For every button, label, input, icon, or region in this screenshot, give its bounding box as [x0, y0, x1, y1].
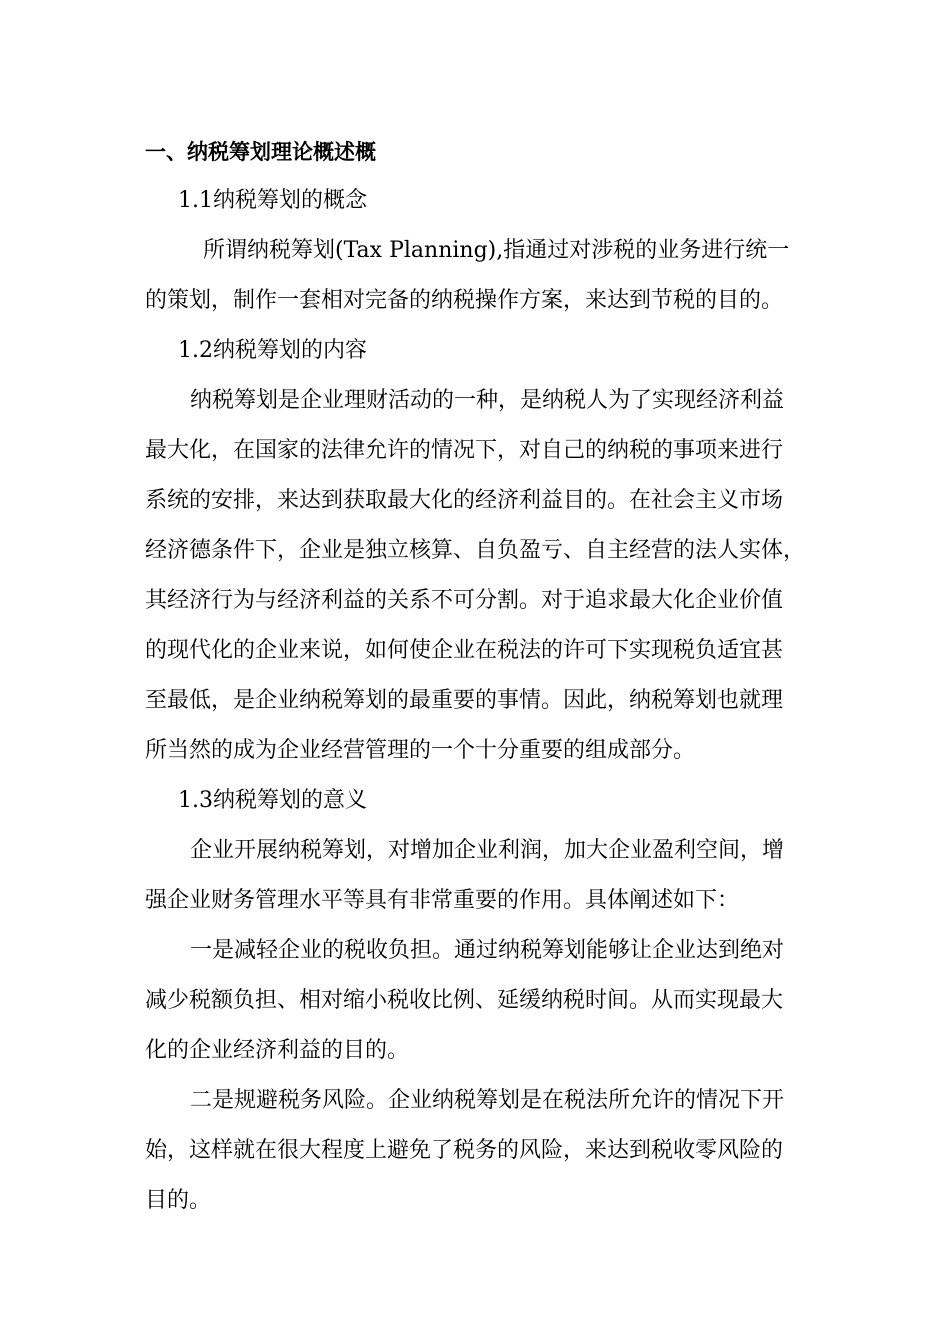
paragraph-line: 一是减轻企业的税收负担。通过纳税筹划能够让企业达到绝对	[190, 938, 785, 963]
paragraph-line: 其经济行为与经济利益的关系不可分割。对于追求最大化企业价值	[145, 588, 784, 613]
section-title-1-3: 1.3纳税筹划的意义	[178, 788, 367, 813]
section-title-1-2: 1.2纳税筹划的内容	[178, 338, 367, 363]
paragraph-line: 最大化，在国家的法律允许的情况下，对自己的纳税的事项来进行	[145, 438, 784, 463]
paragraph-line: 化的企业经济利益的目的。	[145, 1038, 410, 1063]
paragraph-line: 二是规避税务风险。企业纳税筹划是在税法所允许的情况下开	[190, 1088, 785, 1113]
paragraph-line: 经济德条件下，企业是独立核算、自负盈亏、自主经营的法人实体，	[145, 538, 806, 563]
section-title-1-1: 1.1纳税筹划的概念	[178, 188, 367, 213]
paragraph-line: 所谓纳税筹划(Tax Planning),指通过对涉税的业务进行统一	[203, 238, 790, 263]
paragraph-line: 所当然的成为企业经营管理的一个十分重要的组成部分。	[145, 738, 696, 763]
paragraph-line: 至最低，是企业纳税筹划的最重要的事情。因此，纳税筹划也就理	[145, 688, 784, 713]
paragraph-line: 的现代化的企业来说，如何使企业在税法的许可下实现税负适宜甚	[145, 638, 784, 663]
paragraph-line: 强企业财务管理水平等具有非常重要的作用。具体阐述如下：	[145, 888, 740, 913]
paragraph-line: 减少税额负担、相对缩小税收比例、延缓纳税时间。从而实现最大	[145, 988, 784, 1013]
paragraph-line: 企业开展纳税筹划，对增加企业利润，加大企业盈利空间，增	[190, 838, 785, 863]
paragraph-line: 目的。	[145, 1188, 212, 1213]
paragraph-line: 系统的安排，来达到获取最大化的经济利益目的。在社会主义市场	[145, 488, 784, 513]
paragraph-line: 纳税筹划是企业理财活动的一种，是纳税人为了实现经济利益	[190, 388, 785, 413]
paragraph-line: 的策划，制作一套相对完备的纳税操作方案，来达到节税的目的。	[145, 288, 784, 313]
document-heading: 一、纳税筹划理论概述概	[145, 139, 376, 164]
paragraph-line: 始，这样就在很大程度上避免了税务的风险，来达到税收零风险的	[145, 1138, 784, 1163]
